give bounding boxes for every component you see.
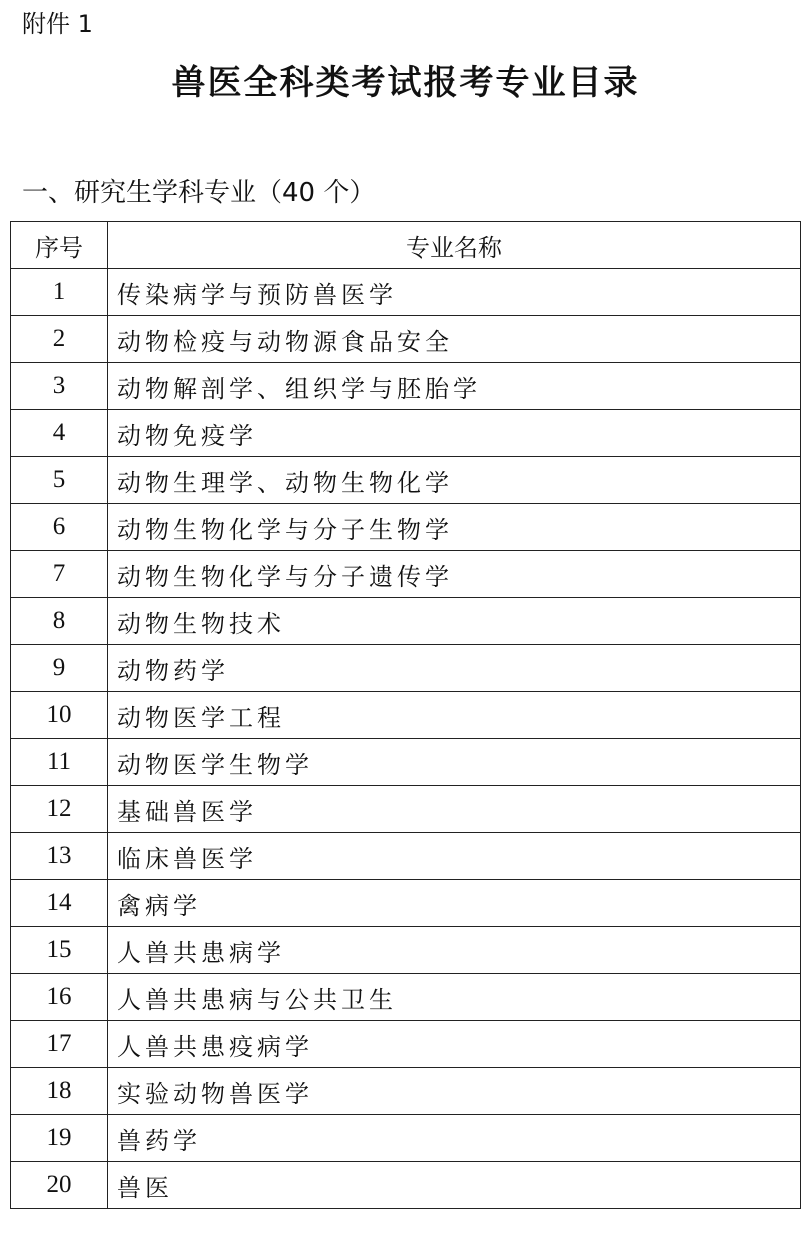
major-name: 动物解剖学、组织学与胚胎学 bbox=[108, 363, 801, 410]
row-number: 1 bbox=[11, 269, 108, 316]
table-row bbox=[11, 363, 801, 410]
row-number: 7 bbox=[11, 551, 108, 598]
row-number: 10 bbox=[11, 692, 108, 739]
major-name: 基础兽医学 bbox=[108, 786, 801, 833]
row-number: 19 bbox=[11, 1115, 108, 1162]
major-name: 动物生物化学与分子遗传学 bbox=[108, 551, 801, 598]
table-row bbox=[11, 410, 801, 457]
major-name: 人兽共患疫病学 bbox=[108, 1021, 801, 1068]
table-row bbox=[11, 1115, 801, 1162]
table-row bbox=[11, 833, 801, 880]
row-number: 14 bbox=[11, 880, 108, 927]
page-title: 兽医全科类考试报考专业目录 bbox=[171, 63, 640, 103]
row-number: 16 bbox=[11, 974, 108, 1021]
table-row bbox=[11, 1068, 801, 1115]
table-row bbox=[11, 457, 801, 504]
major-name: 动物生物技术 bbox=[108, 598, 801, 645]
major-name: 禽病学 bbox=[108, 880, 801, 927]
row-number: 13 bbox=[11, 833, 108, 880]
table-row bbox=[11, 551, 801, 598]
major-name: 兽药学 bbox=[108, 1115, 801, 1162]
major-name: 动物药学 bbox=[108, 645, 801, 692]
table-row bbox=[11, 974, 801, 1021]
table-row bbox=[11, 927, 801, 974]
major-name: 动物检疫与动物源食品安全 bbox=[108, 316, 801, 363]
attachment-label: 附件 1 bbox=[22, 10, 93, 38]
header-number: 序号 bbox=[11, 222, 108, 269]
table-row bbox=[11, 598, 801, 645]
table-row bbox=[11, 692, 801, 739]
table-row bbox=[11, 880, 801, 927]
header-name: 专业名称 bbox=[108, 222, 801, 269]
table-row bbox=[11, 739, 801, 786]
row-number: 8 bbox=[11, 598, 108, 645]
table-row bbox=[11, 786, 801, 833]
major-name: 临床兽医学 bbox=[108, 833, 801, 880]
table-row bbox=[11, 1021, 801, 1068]
table-row bbox=[11, 269, 801, 316]
row-number: 20 bbox=[11, 1162, 108, 1209]
table-row bbox=[11, 1162, 801, 1209]
major-name: 实验动物兽医学 bbox=[108, 1068, 801, 1115]
section-heading: 一、研究生学科专业（40 个） bbox=[22, 178, 376, 208]
major-name: 动物免疫学 bbox=[108, 410, 801, 457]
row-number: 4 bbox=[11, 410, 108, 457]
row-number: 12 bbox=[11, 786, 108, 833]
major-name: 兽医 bbox=[108, 1162, 801, 1209]
table-row bbox=[11, 504, 801, 551]
table-row bbox=[11, 316, 801, 363]
major-name: 人兽共患病与公共卫生 bbox=[108, 974, 801, 1021]
row-number: 5 bbox=[11, 457, 108, 504]
table-header-row bbox=[11, 222, 801, 269]
row-number: 3 bbox=[11, 363, 108, 410]
row-number: 15 bbox=[11, 927, 108, 974]
major-name: 人兽共患病学 bbox=[108, 927, 801, 974]
major-name: 传染病学与预防兽医学 bbox=[108, 269, 801, 316]
major-name: 动物医学工程 bbox=[108, 692, 801, 739]
table-body bbox=[11, 269, 801, 1209]
row-number: 11 bbox=[11, 739, 108, 786]
table-row bbox=[11, 645, 801, 692]
major-name: 动物生物化学与分子生物学 bbox=[108, 504, 801, 551]
majors-table bbox=[10, 221, 801, 1209]
major-name: 动物医学生物学 bbox=[108, 739, 801, 786]
major-name: 动物生理学、动物生物化学 bbox=[108, 457, 801, 504]
row-number: 2 bbox=[11, 316, 108, 363]
row-number: 6 bbox=[11, 504, 108, 551]
row-number: 18 bbox=[11, 1068, 108, 1115]
row-number: 17 bbox=[11, 1021, 108, 1068]
row-number: 9 bbox=[11, 645, 108, 692]
